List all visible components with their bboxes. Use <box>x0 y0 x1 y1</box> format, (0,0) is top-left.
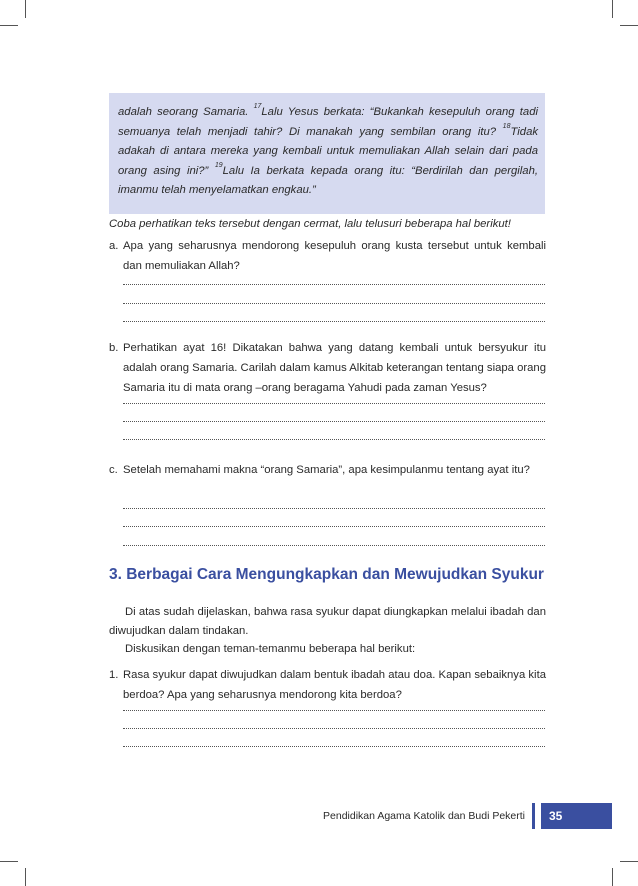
instruction-text: Coba perhatikan teks tersebut dengan cermat, lalu telusuri beberapa hal berikut! <box>109 218 511 230</box>
scripture-quote-text <box>118 103 538 201</box>
answer-line[interactable] <box>123 439 545 440</box>
crop-mark <box>0 25 18 26</box>
verse-number: 17 <box>253 103 262 110</box>
answer-line[interactable] <box>123 545 545 546</box>
footer-book-title: Pendidikan Agama Katolik dan Budi Pekerti <box>323 810 525 822</box>
answer-line[interactable] <box>123 421 545 422</box>
answer-line[interactable] <box>123 728 545 729</box>
question-text: Perhatikan ayat 16! Dikatakan bahwa yang datang kembali untuk bersyukur itu adalah orang Samaria. Carilah dalam kamus Alkitab keterangan tentang siapa orang Samaria itu di mata orang –orang beragama Yahudi pada zaman Yesus? <box>123 342 546 394</box>
answer-line[interactable] <box>123 403 545 404</box>
answer-line[interactable] <box>123 526 545 527</box>
section-paragraph: Diskusikan dengan teman-temanmu beberapa hal berikut: <box>125 643 416 655</box>
answer-line[interactable] <box>123 284 545 285</box>
crop-mark <box>25 868 26 886</box>
quote-segment: Tidak adakah di antara mereka yang kembali untuk memuliakan Allah selain dari pada orang asing ini?” <box>118 125 538 177</box>
question-label: c. <box>109 464 118 476</box>
section-paragraph: Di atas sudah dijelaskan, bahwa rasa syukur dapat diungkapkan melalui ibadah dan diwujudkan dalam tindakan. <box>109 606 546 637</box>
answer-line[interactable] <box>123 710 545 711</box>
quote-segment: Lalu Ia berkata kepada orang itu: “Berdirilah dan pergilah, imanmu telah menyelamatkan engkau.” <box>118 164 538 196</box>
footer-divider <box>532 803 535 829</box>
question-b <box>109 338 546 398</box>
page-number: 35 <box>549 809 563 823</box>
scripture-quote-box <box>109 93 545 214</box>
verse-number: 19 <box>214 161 223 169</box>
quote-segment: adalah seorang Samaria. <box>118 106 254 118</box>
question-label: b. <box>109 342 119 354</box>
question-text: Apa yang seharusnya mendorong kesepuluh orang kusta tersebut untuk kembali dan memuliakan Allah? <box>123 240 546 272</box>
crop-mark <box>25 0 26 18</box>
item-text: Rasa syukur dapat diwujudkan dalam bentuk ibadah atau doa. Kapan sebaiknya kita berdoa? Apa yang seharusnya mendorong kita berdoa? <box>123 669 546 701</box>
discussion-item-1 <box>109 665 546 705</box>
question-label: a. <box>109 240 119 252</box>
answer-line[interactable] <box>123 508 545 509</box>
verse-number: 18 <box>502 122 511 130</box>
question-text: Setelah memahami makna “orang Samaria”, apa kesimpulanmu tentang ayat itu? <box>123 464 530 476</box>
crop-mark <box>612 868 613 886</box>
crop-mark <box>0 861 18 862</box>
crop-mark <box>620 861 638 862</box>
section-heading: 3. Berbagai Cara Mengungkapkan dan Mewujudkan Syukur <box>109 566 544 583</box>
crop-mark <box>612 0 613 18</box>
answer-line[interactable] <box>123 321 545 322</box>
answer-line[interactable] <box>123 303 545 304</box>
answer-line[interactable] <box>123 746 545 747</box>
quote-segment: Lalu Yesus berkata: “Bukankah kesepuluh orang tadi semuanya telah menjadi tahir? Di manakah yang sembilan orang itu? <box>118 106 538 138</box>
item-label: 1. <box>109 669 119 681</box>
question-c <box>109 460 546 480</box>
crop-mark <box>620 25 638 26</box>
page-number-box <box>541 803 612 829</box>
question-a <box>109 236 546 276</box>
